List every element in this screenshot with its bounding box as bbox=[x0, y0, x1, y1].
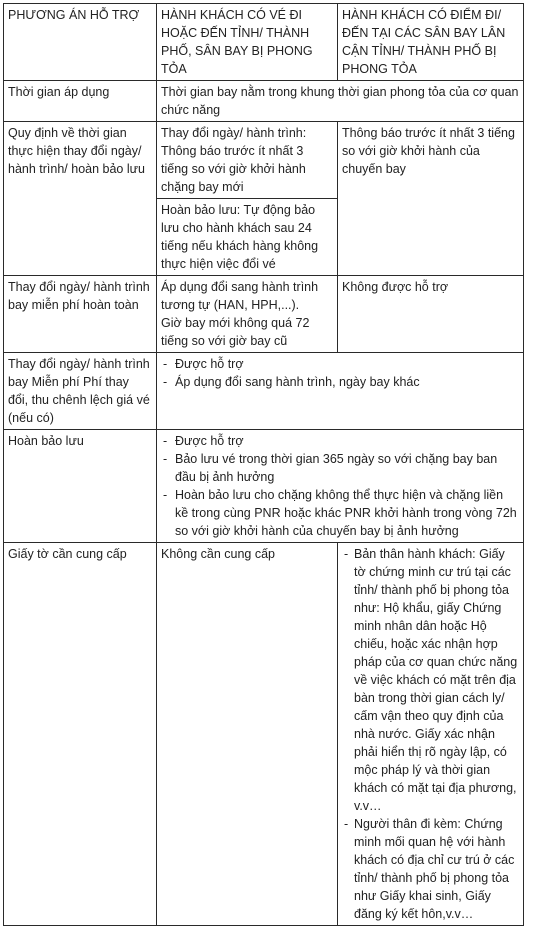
time-applied-value: Thời gian bay nằm trong khung thời gian phong tỏa của cơ quan chức năng bbox=[157, 81, 524, 122]
row-label-time-applied: Thời gian áp dụng bbox=[4, 81, 157, 122]
change-rule-change-text: Thay đổi ngày/ hành trình: Thông báo trước ít nhất 3 tiếng so với giờ khởi hành chặng bay mới bbox=[157, 122, 338, 199]
refund-value bbox=[157, 430, 524, 543]
documents-blockaded: Không cần cung cấp bbox=[157, 543, 338, 926]
table-row bbox=[4, 543, 524, 926]
documents-nearby bbox=[338, 543, 524, 926]
list-item: - Bảo lưu vé trong thời gian 365 ngày so với chặng bay ban đầu bị ảnh hưởng bbox=[161, 450, 519, 486]
header-nearby-airport-passengers: HÀNH KHÁCH CÓ ĐIỂM ĐI/ ĐẾN TẠI CÁC SÂN BAY LÂN CẬN TỈNH/ THÀNH PHỐ BỊ PHONG TỎA bbox=[338, 4, 524, 81]
change-rule-refund-text: Hoàn bảo lưu: Tự động bảo lưu cho hành khách sau 24 tiếng nếu khách hàng không thực hiện việc đổi vé bbox=[157, 199, 338, 276]
header-blockaded-passengers: HÀNH KHÁCH CÓ VÉ ĐI HOẶC ĐẾN TỈNH/ THÀNH PHỐ, SÂN BAY BỊ PHONG TỎA bbox=[157, 4, 338, 81]
table-row bbox=[4, 276, 524, 353]
free-change-line-1: Áp dụng đổi sang hành trình tương tự (HAN, HPH,...). bbox=[161, 280, 319, 312]
list-item: - Được hỗ trợ bbox=[161, 432, 519, 450]
table-row bbox=[4, 122, 524, 199]
list-item: - Hoàn bảo lưu cho chặng không thể thực hiện và chặng liền kề trong cùng PNR hoặc khác PNR khởi hành trong vòng 72h so với giờ khởi hành của chuyến bay bị ảnh hưởng bbox=[161, 486, 519, 540]
fee-change-value bbox=[157, 353, 524, 430]
row-label-fee-change: Thay đổi ngày/ hành trình bay Miễn phí Phí thay đổi, thu chênh lệch giá vé (nếu có) bbox=[4, 353, 157, 430]
list-item: - Người thân đi kèm: Chứng minh mối quan hệ với hành khách có địa chỉ cư trú ở các tỉnh/ thành phố bị phong tỏa như Giấy khai sinh, Giấy đăng ký kết hôn,v.v… bbox=[342, 815, 519, 923]
list-item: - Áp dụng đổi sang hành trình, ngày bay khác bbox=[161, 373, 519, 391]
table-header-row bbox=[4, 4, 524, 81]
row-label-documents: Giấy tờ cần cung cấp bbox=[4, 543, 157, 926]
free-change-line-2: Giờ bay mới không quá 72 tiếng so với giờ bay cũ bbox=[161, 316, 310, 348]
support-policy-table bbox=[3, 3, 524, 926]
row-label-free-change: Thay đổi ngày/ hành trình bay miễn phí hoàn toàn bbox=[4, 276, 157, 353]
list-item: - Bản thân hành khách: Giấy tờ chứng minh cư trú tại các tỉnh/ thành phố bị phong tỏa như: Hộ khẩu, giấy Chứng minh nhân dân hoặc Hộ chiếu, hoặc xác nhận hợp pháp của cơ quan chức năng về việc khách có mặt trên địa bàn trong thời gian cách ly/ cấm vận theo quy định của nhà nước. Giấy xác nhận phải hiển thị rõ ngày lập, có mộc pháp lý và thời gian khách có mặt tại địa phương, v.v… bbox=[342, 545, 519, 815]
list-item: - Được hỗ trợ bbox=[161, 355, 519, 373]
table-row bbox=[4, 353, 524, 430]
header-support-option: PHƯƠNG ÁN HỖ TRỢ bbox=[4, 4, 157, 81]
free-change-nearby: Không được hỗ trợ bbox=[338, 276, 524, 353]
table-row bbox=[4, 430, 524, 543]
free-change-blockaded bbox=[157, 276, 338, 353]
row-label-change-rule: Quy định về thời gian thực hiện thay đổi ngày/ hành trình/ hoàn bảo lưu bbox=[4, 122, 157, 276]
row-label-refund: Hoàn bảo lưu bbox=[4, 430, 157, 543]
change-rule-nearby-text: Thông báo trước ít nhất 3 tiếng so với giờ khởi hành của chuyến bay bbox=[338, 122, 524, 276]
table-row bbox=[4, 81, 524, 122]
